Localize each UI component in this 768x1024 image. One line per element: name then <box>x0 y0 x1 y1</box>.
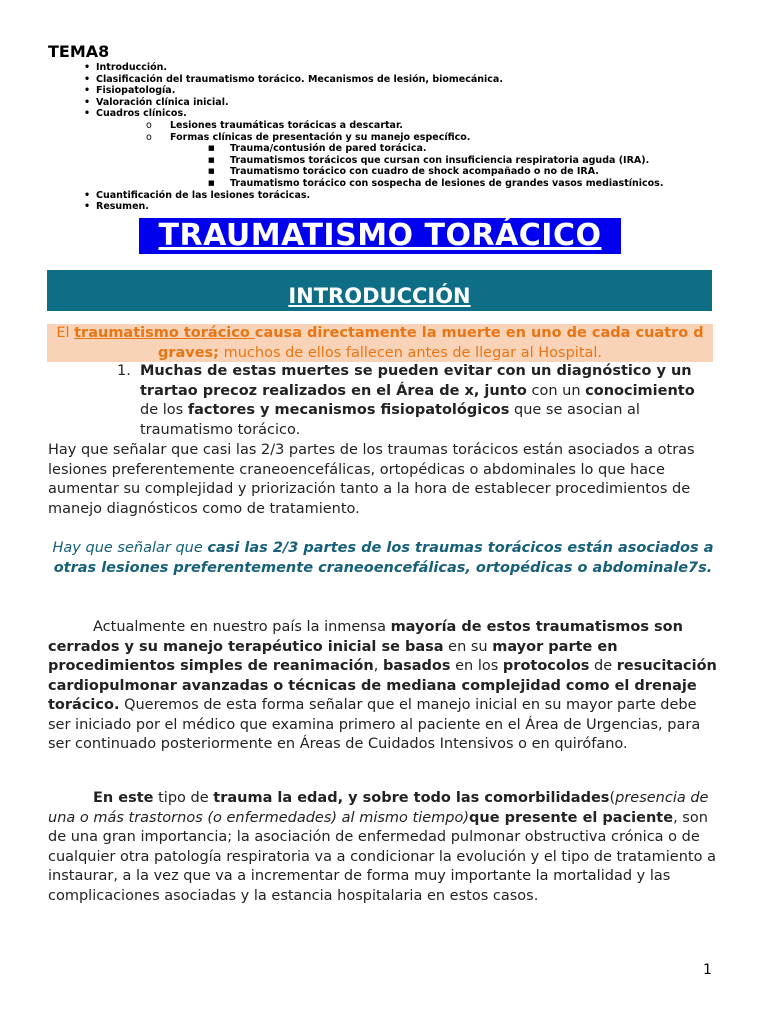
bold-text: Muchas de estas muertes se pueden evitar con un diagnóstico y un trartao precoz realizados en el Área de x, junto <box>140 363 692 399</box>
toc-subsubitem: ■ Traumatismo torácico con sospecha de lesiones de grandes vasos mediastínicos. <box>84 178 663 190</box>
toc-subsubitem: ■ Traumatismo torácico con cuadro de shock acompañado o no de IRA. <box>84 166 663 178</box>
text: Actualmente en nuestro país la inmensa <box>93 619 391 635</box>
toc-item: • Cuadros clínicos. <box>84 108 663 120</box>
bold-text: mayoría de estos traumatismos son cerrados y su manejo terapéutico inicial se basa <box>48 619 683 655</box>
toc-item: • Clasificación del traumatismo torácico. Mecanismos de lesión, biomecánica. <box>84 74 663 86</box>
callout-link-text: traumatismo torácico <box>74 325 255 341</box>
item-text <box>140 362 717 440</box>
callout-text: El <box>56 325 75 341</box>
bold-text: que presente el paciente <box>469 809 674 826</box>
bold-text: mayor parte en procedimientos simples de reanimación <box>48 638 618 674</box>
bold-text: basados <box>382 658 451 674</box>
callout-text: muchos de ellos fallecen antes de llegar al Hospital. <box>218 344 603 361</box>
section-title: INTRODUCCIÓN <box>288 284 471 308</box>
bold-text: En este <box>93 790 154 806</box>
bold-text: protocolos <box>502 658 590 674</box>
toc-item: • Resumen. <box>84 201 663 213</box>
section-header-bar <box>47 270 712 311</box>
bold-text: factores y mecanismos fisiopatológicos <box>187 402 510 418</box>
quote-text: Hay que señalar que <box>52 540 208 556</box>
text: , son de una gran importancia; la asociación de enfermedad pulmonar obstructiva crónica o de cualquier otra patología respiratoria va a condicionar la evolución y el tipo de tratamiento a instaurar, a la vez que va a incrementar de forma muy importante la mortalidad y las complicaciones asociadas y la estancia hospitalaria en estos casos. <box>48 809 716 904</box>
toc-item: • Cuantificación de las lesiones torácicas. <box>84 190 663 202</box>
item-number: 1. <box>117 363 131 379</box>
italic-text: presencia de una o más trastornos (o enfermedades) al mismo tiempo) <box>48 790 709 826</box>
page-number: 1 <box>703 962 712 978</box>
toc-subsubitem: ■ Traumatismos torácicos que cursan con insuficiencia respiratoria aguda (IRA). <box>84 155 663 167</box>
quote-bold-text: casi las 2/3 partes de los traumas torácicos están asociados a otras lesiones preferentemente craneoencefálicas, ortopédicas o abdominale7s. <box>53 540 714 576</box>
bold-text: trauma la edad, y sobre todo las comorbilidades <box>213 790 610 806</box>
toc-item: • Fisiopatología. <box>84 85 663 97</box>
callout-bold-text: causa directamente la muerte en uno de cada cuatro d graves; <box>157 325 704 361</box>
paragraph-3 <box>48 789 718 906</box>
toc-item: • Valoración clínica inicial. <box>84 97 663 109</box>
text: , <box>373 658 383 674</box>
toc-subitem: o Formas clínicas de presentación y su manejo específico. <box>84 132 663 144</box>
toc-subsubitem: ■ Trauma/contusión de pared torácica. <box>84 143 663 155</box>
text: en su <box>443 638 493 655</box>
paragraph-1: Hay que señalar que casi las 2/3 partes de los traumas torácicos están asociados a otras lesiones preferentemente craneoencefálicas, ortopédicas o abdominales lo que hace aumentar su complejidad y priorización tanto a la hora de establecer procedimientos de manejo diagnósticos como de tratamiento. <box>48 442 695 517</box>
text: que se asocian al traumatismo torácico. <box>140 402 640 438</box>
topic-heading: TEMA8 <box>48 42 110 61</box>
text: Queremos de esta forma señalar que el manejo inicial en su mayor parte debe ser iniciado por el médico que examina primero al paciente en el Área de Urgencias, para ser continuado posteriormente en Áreas de Cuidados Intensivos o en quirófano. <box>48 697 701 752</box>
pull-quote <box>48 539 718 578</box>
text: de <box>589 658 617 674</box>
toc-subitem: o Lesiones traumáticas torácicas a descartar. <box>84 120 663 132</box>
highlight-callout <box>47 324 713 362</box>
text: en los <box>450 658 503 674</box>
table-of-contents <box>84 62 663 213</box>
numbered-item <box>117 362 717 440</box>
text: ( <box>609 790 616 806</box>
paragraph-2 <box>48 618 718 755</box>
text: tipo de <box>153 790 214 806</box>
document-title: TRAUMATISMO TORÁCICO <box>139 218 621 254</box>
bold-text: resucitación cardiopulmonar avanzadas o técnicas de mediana complejidad como el drenaje torácico. <box>48 658 717 713</box>
text: con un <box>526 382 586 399</box>
toc-item: • Introducción. <box>84 62 663 74</box>
bold-text: conocimiento <box>585 382 695 399</box>
text: de los <box>140 402 188 418</box>
